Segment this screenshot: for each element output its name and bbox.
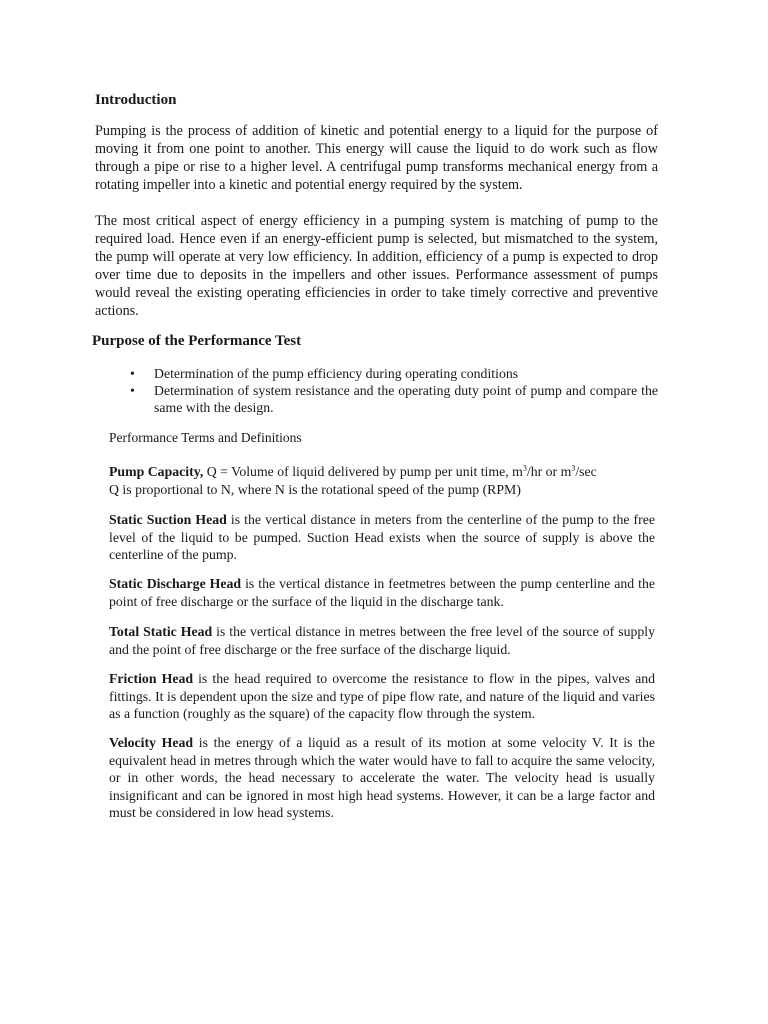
bullet-icon: • (130, 366, 135, 381)
definition-static-suction-head (109, 511, 655, 564)
intro-paragraph-2: The most critical aspect of energy efficiency in a pumping system is matching of pump to the required load. Hence even if an energy-efficient pump is selected, but mismatched to the system, the pump will operate at very low efficiency. In addition, efficiency of a pump is expected to drop over time due to deposits in the impellers and other issues. Performance assessment of pumps would reveal the existing operating efficiencies in order to take timely corrective and preventive actions. (95, 213, 658, 319)
definition-text: /hr or m (526, 464, 572, 479)
superscript: 3 (571, 463, 576, 473)
definition-text: Q = Volume of liquid delivered by pump per unit time, m (203, 464, 523, 479)
term-label: Pump Capacity, (109, 464, 204, 479)
term-label: Static Suction Head (109, 512, 227, 527)
purpose-list (130, 365, 658, 416)
term-label: Total Static Head (109, 624, 213, 639)
definition-text: /sec (575, 464, 597, 479)
definition-pump-capacity (109, 463, 655, 498)
list-item (130, 365, 658, 382)
term-label: Friction Head (109, 671, 194, 686)
list-item (130, 382, 658, 416)
definition-text: Q is proportional to N, where N is the rotational speed of the pump (RPM) (109, 481, 521, 497)
bullet-icon: • (130, 383, 135, 398)
intro-paragraph-1: Pumping is the process of addition of kinetic and potential energy to a liquid for the purpose of moving it from one point to another. This energy will cause the liquid to do work such as flow through a pipe or rise to a higher level. A centrifugal pump transforms mechanical energy from a rotating impeller into a kinetic and potential energy required by the system. (95, 123, 658, 193)
list-item-text: Determination of system resistance and the operating duty point of pump and compare the same with the design. (154, 383, 658, 415)
definition-text: is the vertical distance in feetmetres between the pump centerline and the point of free discharge or the surface of the liquid in the discharge tank. (109, 576, 655, 609)
definition-velocity-head (109, 734, 655, 822)
intro-heading: Introduction (95, 92, 177, 108)
definition-text: is the vertical distance in meters from the centerline of the pump to the free level of the liquid to be pumped. Suction Head exists when the source of supply is above the centerline of the pump. (109, 512, 655, 562)
definitions-subheading: Performance Terms and Definitions (109, 430, 302, 445)
definition-text: is the vertical distance in metres between the free level of the source of supply and the point of free discharge or the free surface of the discharge liquid. (109, 624, 655, 657)
superscript: 3 (522, 463, 527, 473)
definition-total-static-head (109, 623, 655, 658)
definition-friction-head (109, 670, 655, 723)
term-label: Static Discharge Head (109, 576, 242, 591)
definition-static-discharge-head (109, 575, 655, 610)
definition-text: is the energy of a liquid as a result of its motion at some velocity V. It is the equivalent head in metres through which the water would have to fall to acquire the same velocity, or in other words, the head necessary to accelerate the water. The velocity head is usually insignificant and can be ignored in most high head systems. However, it can be a large factor and must be considered in low head systems. (109, 735, 655, 820)
purpose-heading: Purpose of the Performance Test (92, 333, 302, 349)
term-label: Velocity Head (109, 735, 194, 750)
definition-text: is the head required to overcome the resistance to flow in the pipes, valves and fittings. It is dependent upon the size and type of pipe flow rate, and nature of the liquid and varies as a function (roughly as the square) of the capacity flow through the system. (109, 671, 655, 721)
list-item-text: Determination of the pump efficiency during operating conditions (154, 366, 519, 381)
